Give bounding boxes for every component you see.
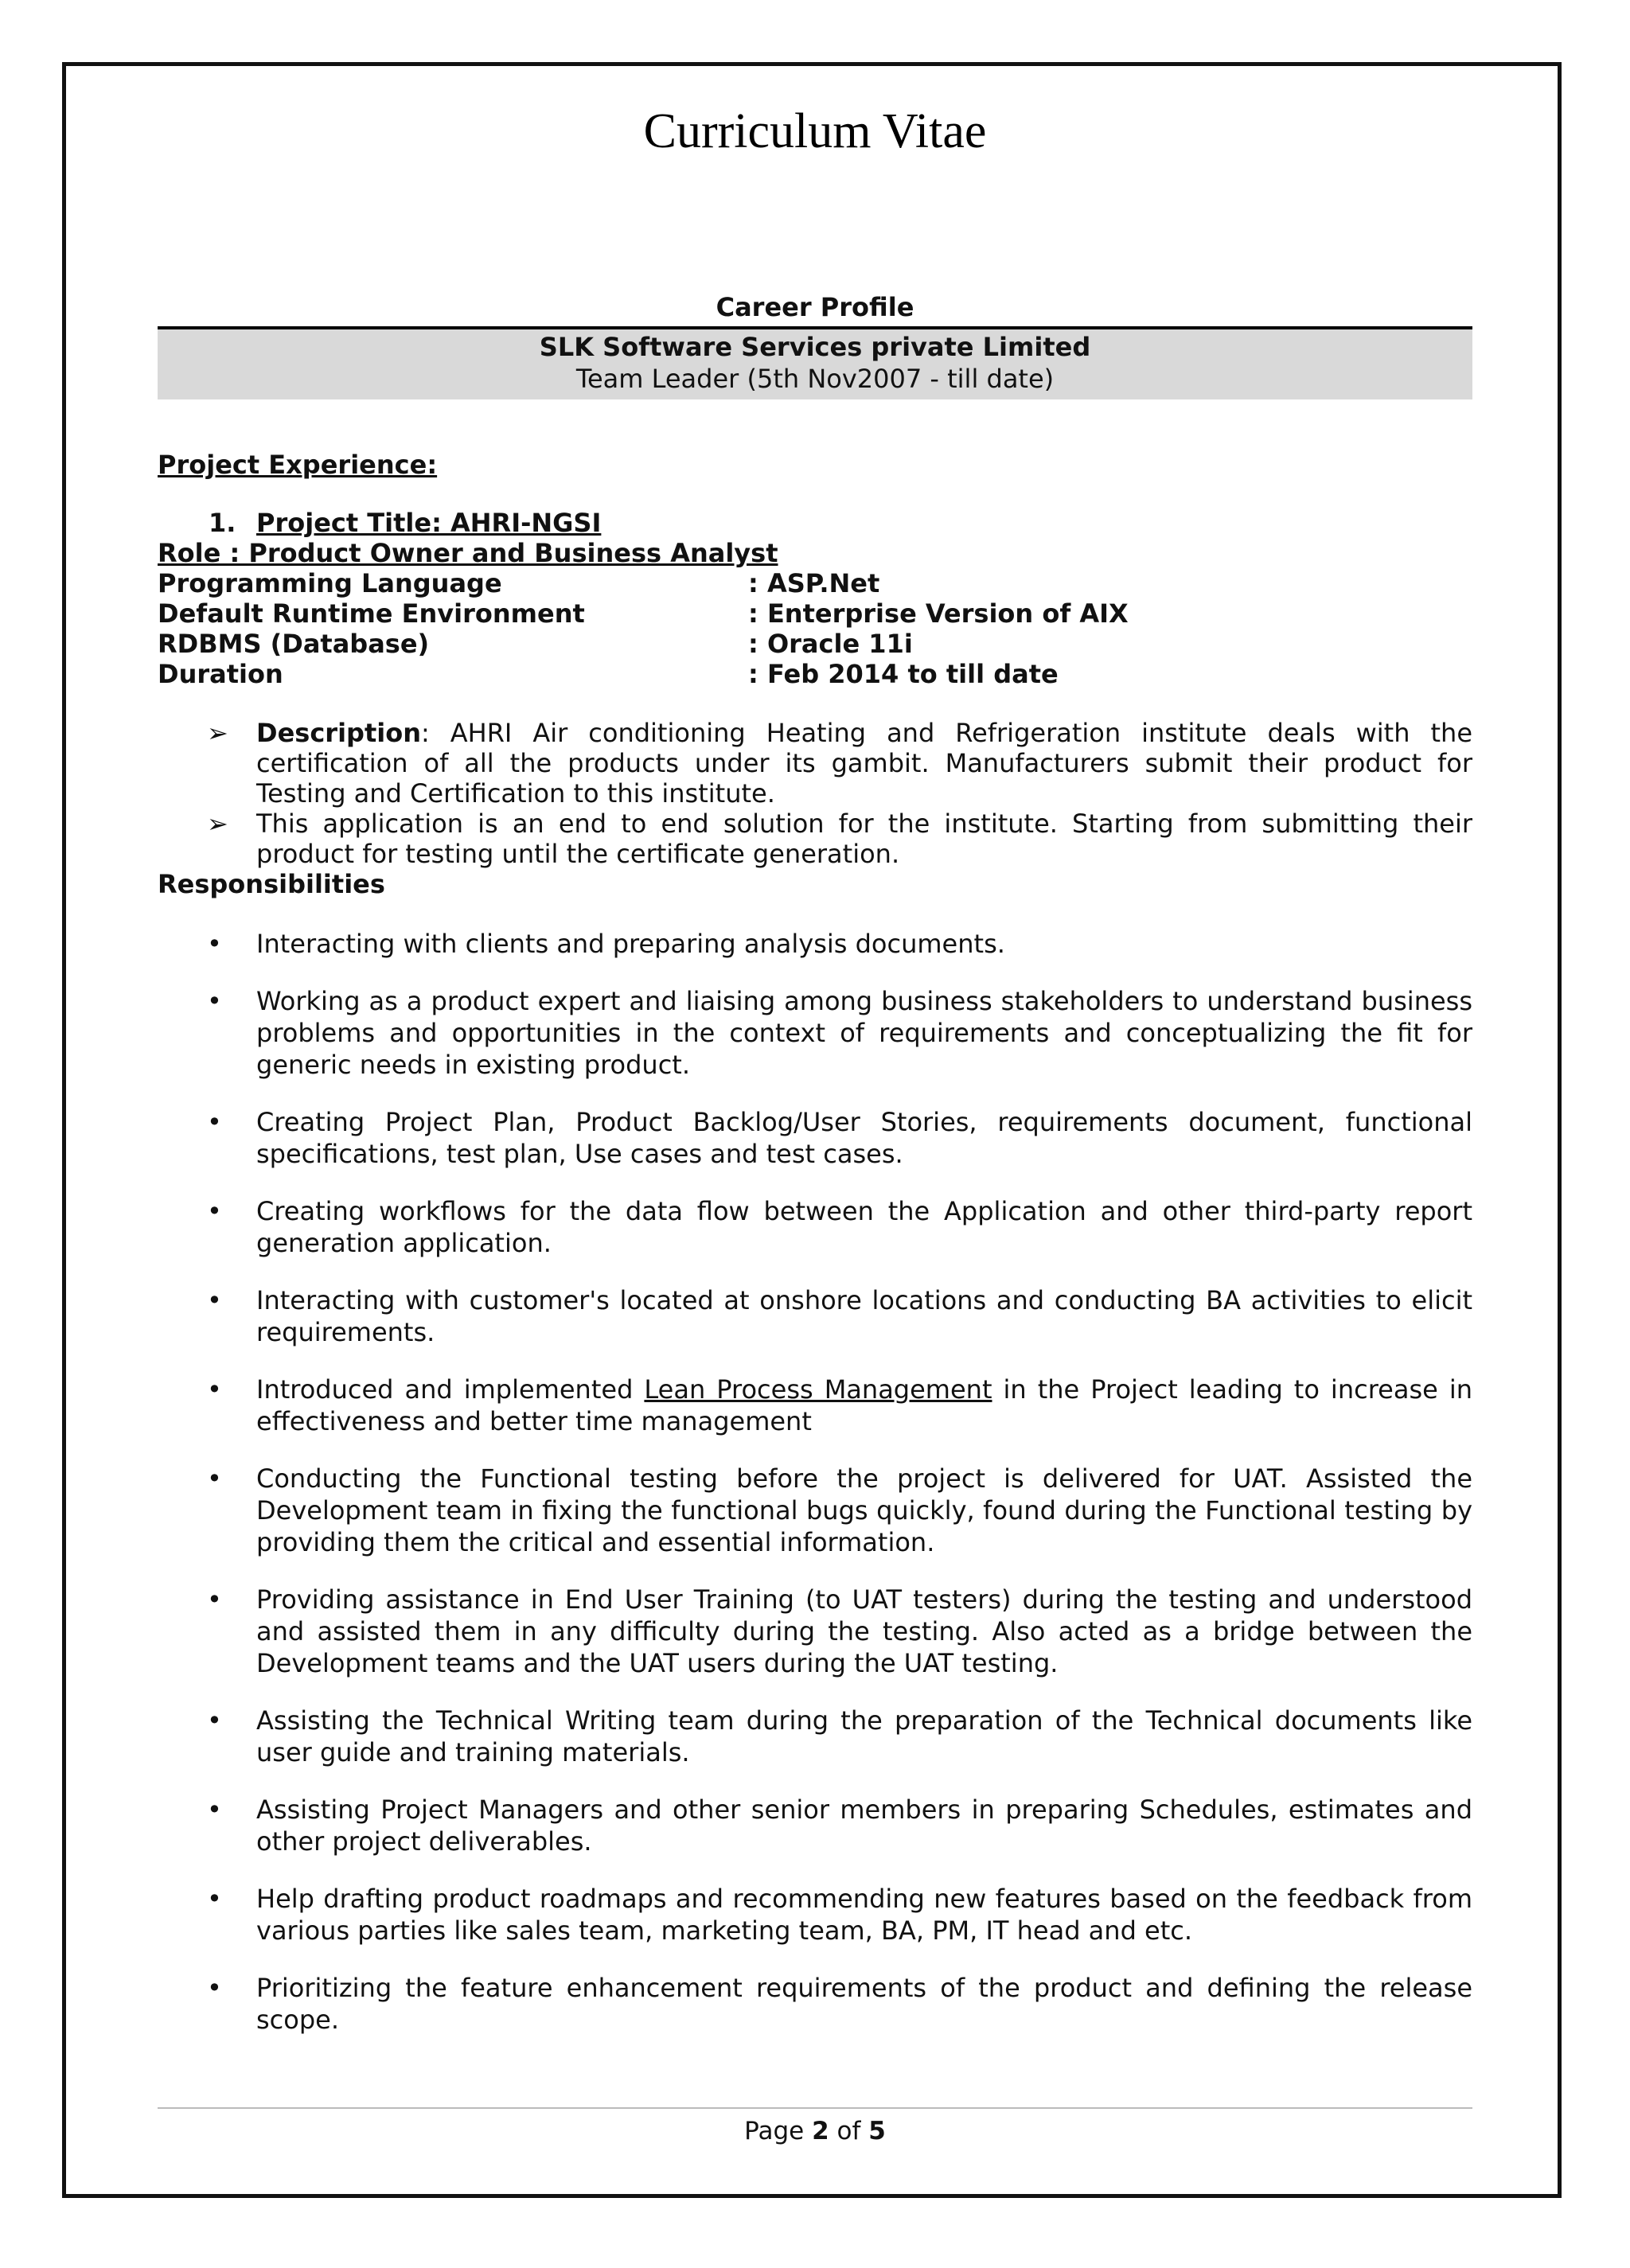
application-text: This application is an end to end solution for the institute. Starting from submitting their product for testing until the certificate generation. [256, 809, 1472, 869]
footer-of-word: of [836, 2117, 861, 2145]
bullet-icon: • [207, 1196, 222, 1226]
bullet-icon: • [207, 1705, 222, 1736]
list-item: • Working as a product expert and liaising among business stakeholders to understand business problems and opportunities in the context of requirements and conceptualizing the fit for generic needs in existing product. [207, 986, 1472, 1080]
document-title: Curriculum Vitae [643, 104, 987, 158]
arrow-bullet-icon: ➢ [207, 718, 228, 748]
footer-divider [158, 2107, 1472, 2109]
detail-label: Default Runtime Environment [158, 598, 585, 629]
career-profile-heading: Career Profile [716, 292, 914, 322]
list-item: • Interacting with clients and preparing analysis documents. [207, 929, 1005, 959]
list-item: • Introduced and implemented Lean Process Management in the Project leading to increase in effectiveness and better time management [207, 1374, 1473, 1436]
detail-label: Duration [158, 659, 283, 689]
list-item: • Creating Project Plan, Product Backlog/User Stories, requirements document, functional specifications, test plan, Use cases and test cases. [207, 1107, 1472, 1169]
list-item: • Creating workflows for the data flow between the Application and other third-party report generation application. [207, 1196, 1472, 1258]
footer-page-word: Page [744, 2117, 805, 2145]
description-list [158, 718, 1472, 869]
detail-label: Programming Language [158, 568, 502, 598]
bullet-icon: • [207, 1463, 222, 1494]
detail-row [158, 629, 1472, 659]
list-item: • Conducting the Functional testing before the project is delivered for UAT. Assisted the Development team in fixing the functional bugs quickly, found during the Functional testing by providing them the critical and essential information. [207, 1463, 1472, 1557]
detail-row [158, 568, 1472, 598]
bullet-icon: • [207, 1884, 222, 1914]
detail-row [158, 598, 1472, 629]
bullet-icon: • [207, 986, 222, 1016]
lean-process-link: Lean Process Management [644, 1374, 992, 1405]
footer-total-pages: 5 [868, 2117, 886, 2145]
description-label: Description [256, 718, 421, 748]
list-item: • Assisting Project Managers and other senior members in preparing Schedules, estimates and other project deliverables. [207, 1795, 1472, 1857]
detail-value: : Feb 2014 to till date [748, 659, 1059, 689]
detail-value: : Oracle 11i [748, 629, 913, 659]
application-item [158, 809, 1472, 869]
bullet-icon: • [207, 1973, 222, 2003]
project-title [158, 508, 1472, 538]
detail-value: : Enterprise Version of AIX [748, 598, 1129, 629]
project-number: 1. [209, 508, 236, 538]
bullet-icon: • [207, 1374, 222, 1405]
bullet-icon: • [207, 929, 222, 959]
bullet-icon: • [207, 1795, 222, 1825]
company-box [158, 326, 1472, 399]
content-area [158, 288, 1472, 2061]
description-item [158, 718, 1472, 809]
position-title: Team Leader (5th Nov2007 - till date) [575, 364, 1055, 394]
bullet-icon: • [207, 1285, 222, 1315]
bullet-icon: • [207, 1107, 222, 1137]
detail-label: RDBMS (Database) [158, 629, 430, 659]
responsibilities-list [158, 928, 1472, 2036]
footer-current-page: 2 [812, 2117, 829, 2145]
project-role: Role : Product Owner and Business Analyst [158, 538, 778, 568]
page-footer [0, 2115, 1630, 2147]
arrow-bullet-icon: ➢ [207, 809, 228, 839]
list-item: • Providing assistance in End User Training (to UAT testers) during the testing and understood and assisted them in any difficulty during the testing. Also acted as a bridge between the Development teams and the UAT users during the UAT testing. [207, 1584, 1472, 1678]
description-text: : AHRI Air conditioning Heating and Refrigeration institute deals with the certification of all the products under its gambit. Manufacturers submit their product for Testing and Certification to this institute. [256, 718, 1472, 809]
project-title-text: Project Title: AHRI-NGSI [256, 508, 602, 538]
list-item: • Interacting with customer's located at onshore locations and conducting BA activities to elicit requirements. [207, 1285, 1472, 1347]
responsibilities-heading: Responsibilities [158, 869, 385, 899]
list-item: • Help drafting product roadmaps and recommending new features based on the feedback from various parties like sales team, marketing team, BA, PM, IT head and etc. [207, 1884, 1472, 1946]
bullet-icon: • [207, 1584, 222, 1615]
company-name: SLK Software Services private Limited [539, 332, 1091, 362]
detail-value: : ASP.Net [748, 568, 880, 598]
list-item: • Assisting the Technical Writing team during the preparation of the Technical documents like user guide and training materials. [207, 1705, 1472, 1767]
list-item: • Prioritizing the feature enhancement requirements of the product and defining the release scope. [207, 1973, 1472, 2035]
detail-row [158, 659, 1472, 689]
project-experience-heading: Project Experience: [158, 450, 438, 480]
